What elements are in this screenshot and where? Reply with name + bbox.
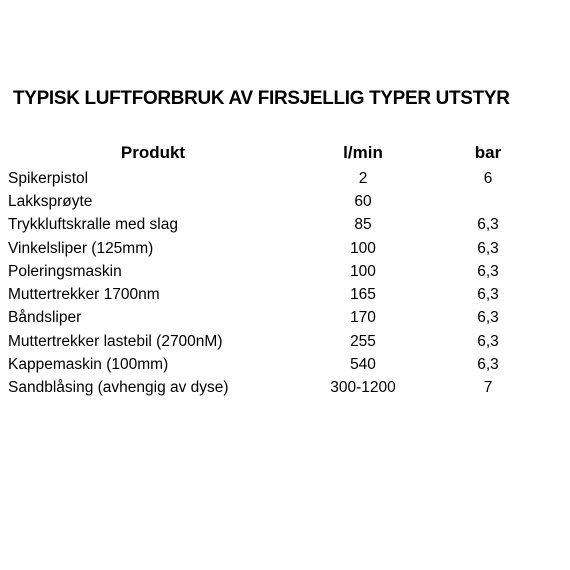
cell-bar: 6,3 bbox=[477, 262, 499, 280]
cell-product: Trykkluftskralle med slag bbox=[8, 216, 178, 234]
cell-product: Spikerpistol bbox=[8, 169, 89, 187]
cell-product: Kappemaskin (100mm) bbox=[8, 356, 169, 374]
cell-bar: 6,3 bbox=[477, 356, 499, 374]
cell-product: Poleringsmaskin bbox=[8, 262, 122, 280]
cell-bar: 6,3 bbox=[477, 309, 499, 327]
cell-product: Lakksprøyte bbox=[8, 192, 93, 210]
page-title: TYPISK LUFTFORBRUK AV FIRSJELLIG TYPER UTSTYR bbox=[13, 87, 510, 109]
cell-lmin: 85 bbox=[354, 216, 372, 234]
cell-lmin: 540 bbox=[350, 356, 376, 374]
table-row bbox=[8, 307, 548, 330]
header-product: Produkt bbox=[120, 143, 186, 162]
table-row bbox=[8, 330, 548, 353]
cell-product: Muttertrekker 1700nm bbox=[8, 286, 160, 304]
cell-product: Sandblåsing (avhengig av dyse) bbox=[8, 379, 229, 397]
table-row bbox=[8, 167, 548, 190]
cell-bar: 7 bbox=[483, 379, 493, 397]
cell-lmin: 60 bbox=[354, 192, 372, 210]
cell-product: Båndsliper bbox=[8, 309, 82, 327]
cell-lmin: 300-1200 bbox=[330, 379, 396, 397]
cell-lmin: 2 bbox=[358, 169, 368, 187]
header-bar: bar bbox=[474, 143, 502, 162]
cell-product: Vinkelsliper (125mm) bbox=[8, 239, 154, 257]
cell-bar: 6 bbox=[483, 169, 493, 187]
cell-lmin: 170 bbox=[350, 309, 376, 327]
cell-lmin: 100 bbox=[350, 239, 376, 257]
table-row bbox=[8, 237, 548, 260]
air-consumption-table bbox=[8, 139, 548, 400]
cell-bar: 6,3 bbox=[477, 239, 499, 257]
table-row bbox=[8, 260, 548, 283]
table-row bbox=[8, 283, 548, 306]
cell-lmin: 165 bbox=[350, 286, 376, 304]
table-row bbox=[8, 214, 548, 237]
table-row bbox=[8, 353, 548, 376]
cell-lmin: 100 bbox=[350, 262, 376, 280]
header-lmin: l/min bbox=[343, 143, 383, 162]
cell-product: Muttertrekker lastebil (2700nM) bbox=[8, 332, 223, 350]
table-header-row bbox=[8, 139, 548, 167]
table-row bbox=[8, 377, 548, 400]
cell-bar: 6,3 bbox=[477, 332, 499, 350]
cell-bar: 6,3 bbox=[477, 216, 499, 234]
cell-bar bbox=[428, 190, 548, 213]
cell-bar: 6,3 bbox=[477, 286, 499, 304]
table-row bbox=[8, 190, 548, 213]
cell-lmin: 255 bbox=[350, 332, 376, 350]
